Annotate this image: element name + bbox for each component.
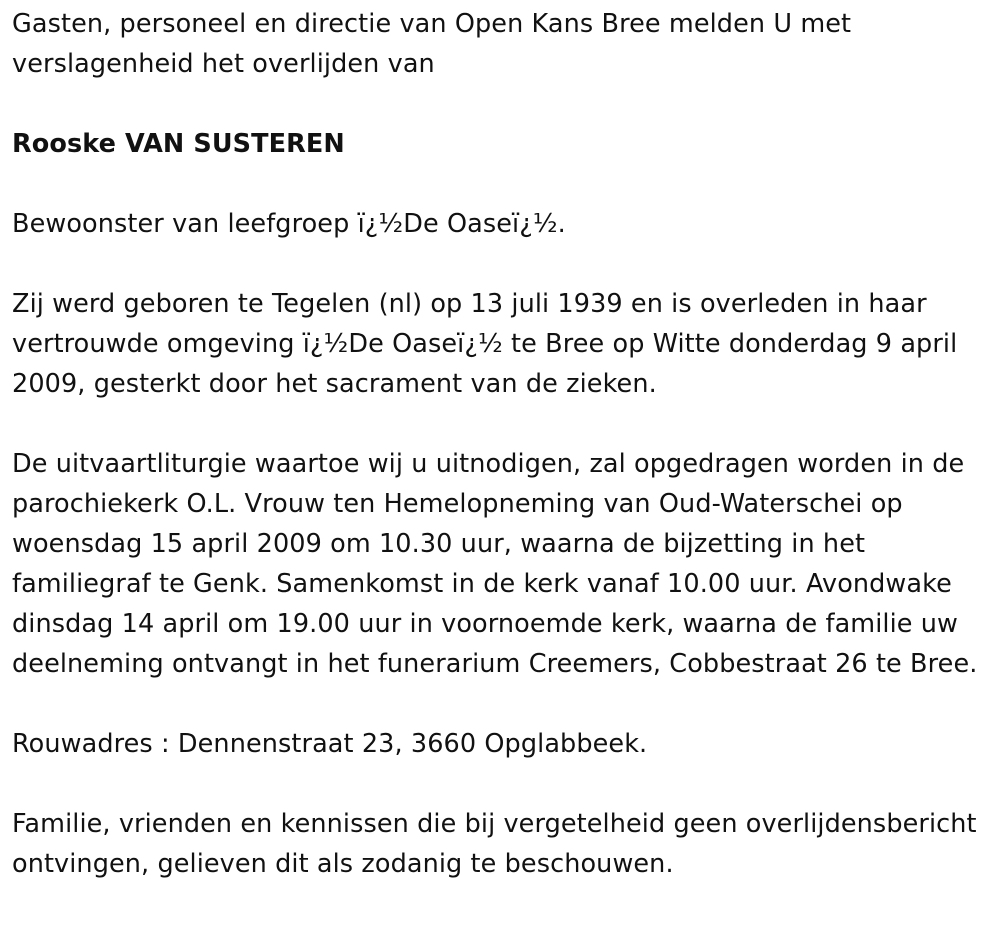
address-paragraph: Rouwadres : Dennenstraat 23, 3660 Opglabbeek. [12, 729, 648, 759]
deceased-name: Rooske VAN SUSTEREN [12, 129, 345, 159]
intro-paragraph: Gasten, personeel en directie van Open Kans Bree melden U met verslagenheid het overlijden van [12, 9, 852, 79]
closing-paragraph: Familie, vrienden en kennissen die bij vergetelheid geen overlijdensbericht ontvingen, gelieven dit als zodanig te beschouwen. [12, 809, 977, 879]
birth-death-paragraph: Zij werd geboren te Tegelen (nl) op 13 juli 1939 en is overleden in haar vertrouwde omgeving ï¿½De Oaseï¿½ te Bree op Witte donderdag 9 april 2009, gesterkt door het sacrament van de zieken. [12, 289, 958, 399]
residence-paragraph: Bewoonster van leefgroep ï¿½De Oaseï¿½. [12, 209, 566, 239]
funeral-paragraph: De uitvaartliturgie waartoe wij u uitnodigen, zal opgedragen worden in de parochiekerk O.L. Vrouw ten Hemelopneming van Oud-Waterschei op woensdag 15 april 2009 om 10.30 uur, waarna de bijzetting in het familiegraf te Genk. Samenkomst in de kerk vanaf 10.00 uur. Avondwake dinsdag 14 april om 19.00 uur in voornoemde kerk, waarna de familie uw deelneming ontvangt in het funerarium Creemers, Cobbestraat 26 te Bree. [12, 449, 978, 679]
